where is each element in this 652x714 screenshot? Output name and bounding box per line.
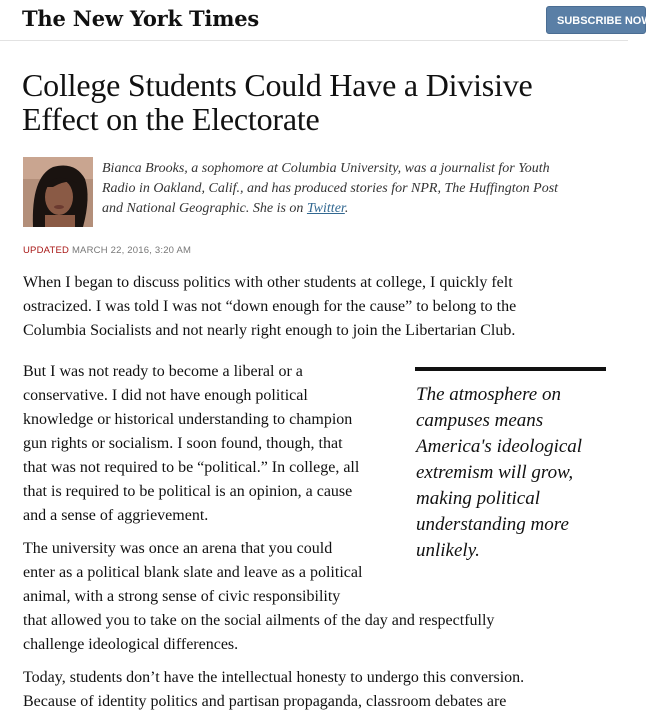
pullquote [416, 382, 606, 564]
updated-label: UPDATED [23, 245, 70, 256]
article-headline [22, 68, 612, 136]
pullquote-line: America's ideological [416, 436, 583, 457]
text-line: Today, students don’t have the intellectual honesty to undergo this conversion. [23, 669, 525, 686]
paragraph-2 [23, 360, 403, 528]
text-line: and a sense of aggrievement. [23, 507, 209, 524]
author-bio [102, 159, 602, 219]
text-line: Because of identity politics and partisan propaganda, classroom debates are [23, 693, 507, 710]
paragraph-1 [23, 271, 613, 343]
text-line: that was not required to be “political.” In college, all [23, 459, 360, 476]
nyt-logo[interactable]: The New York Times [22, 6, 260, 31]
paragraph-4 [23, 666, 613, 714]
bio-line: . [344, 201, 349, 216]
subscribe-button[interactable]: SUBSCRIBE NOW [546, 6, 646, 34]
text-line: that is required to be political is an opinion, a cause [23, 483, 353, 500]
bio-line: and National Geographic. She is on [102, 201, 307, 216]
pullquote-line: understanding more [416, 514, 569, 535]
pullquote-line: unlikely. [416, 540, 480, 561]
pullquote-line: campuses means [416, 410, 544, 431]
text-line: But I was not ready to become a liberal or a [23, 363, 303, 380]
text-line: When I began to discuss politics with other students at college, I quickly felt [23, 274, 513, 291]
text-line: challenge ideological differences. [23, 636, 239, 653]
pullquote-line: The atmosphere on [416, 384, 561, 405]
author-avatar [23, 157, 93, 227]
twitter-link[interactable]: Twitter [306, 201, 345, 216]
text-line: ostracized. I was told I was not “down enough for the cause” to belong to the [23, 298, 517, 315]
dateline [23, 245, 191, 256]
pullquote-line: making political [416, 488, 541, 509]
header-divider [0, 40, 628, 41]
pullquote-line: extremism will grow, [416, 462, 574, 483]
text-line: that allowed you to take on the social ailments of the day and respectfully [23, 612, 495, 629]
text-line: animal, with a strong sense of civic responsibility [23, 588, 341, 605]
text-line: gun rights or socialism. I soon found, though, that [23, 435, 343, 452]
timestamp: MARCH 22, 2016, 3:20 AM [71, 245, 192, 256]
bio-line: Bianca Brooks, a sophomore at Columbia University, was a journalist for Youth [102, 161, 550, 176]
headline-line: College Students Could Have a Divisive [22, 67, 533, 103]
text-line: The university was once an arena that you could [23, 540, 333, 557]
text-line: conservative. I did not have enough political [23, 387, 308, 404]
headline-line: Effect on the Electorate [22, 101, 320, 137]
bio-line: Radio in Oakland, Calif., and has produced stories for NPR, The Huffington Post [102, 181, 559, 196]
text-line: enter as a political blank slate and leave as a political [23, 564, 363, 581]
text-line: Columbia Socialists and not nearly right enough to join the Libertarian Club. [23, 322, 516, 339]
text-line: knowledge or historical understanding to champion [23, 411, 353, 428]
pullquote-rule [415, 367, 606, 371]
